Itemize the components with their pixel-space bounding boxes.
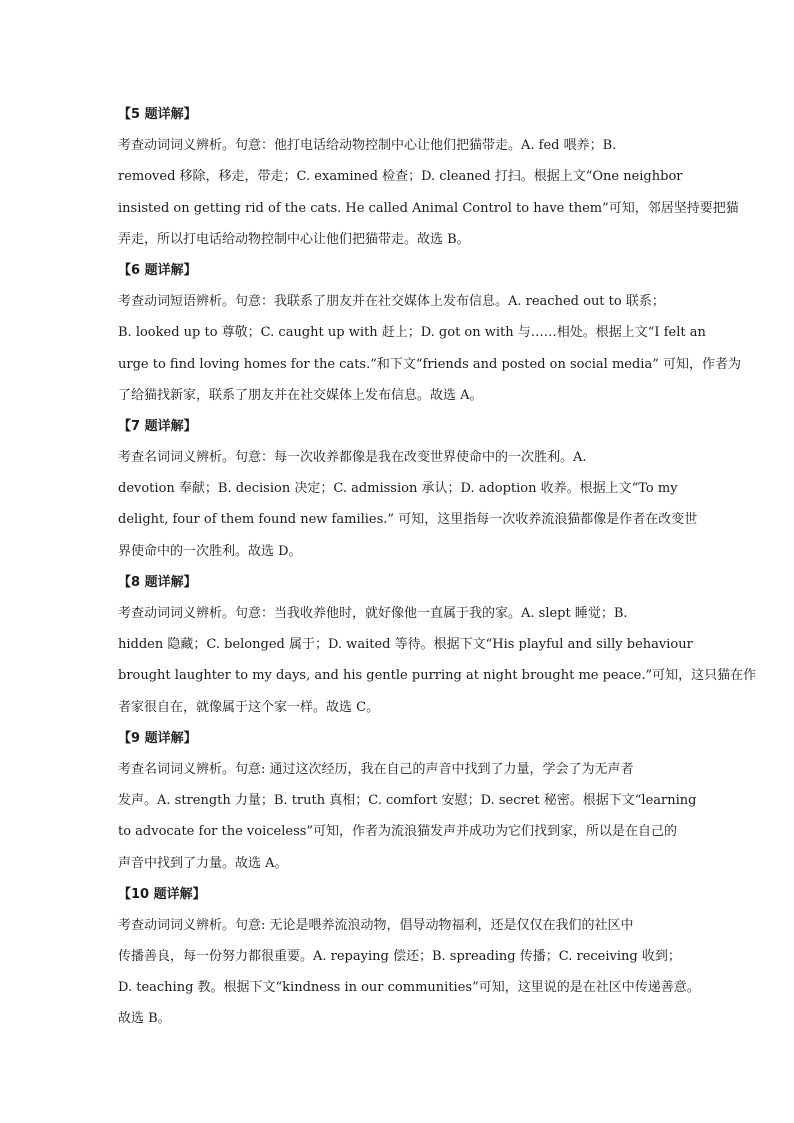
paragraph-line: 界使命中的一次胜利。故选 D。 bbox=[118, 543, 302, 559]
section-heading: 【5 题详解】 bbox=[118, 107, 197, 122]
paragraph-line: urge to find loving homes for the cats.”和下文“friends and posted on social media” 可知，作者为 bbox=[118, 356, 741, 372]
section-heading: 【7 题详解】 bbox=[118, 418, 197, 434]
section-q6 bbox=[118, 255, 741, 411]
paragraph-line: B. looked up to 尊敬；C. caught up with 赶上；D. got on with 与……相处。根据上文“I felt an bbox=[118, 325, 706, 341]
section-heading: 【10 题详解】 bbox=[118, 886, 206, 902]
paragraph-line: 考查动词词义辨析。句意：他打电话给动物控制中心让他们把猫带走。A. fed 喂养；B. bbox=[118, 138, 617, 154]
paragraph-line: 考查动词短语辨析。句意：我联系了朋友并在社交媒体上发布信息。A. reached out to 联系； bbox=[118, 294, 665, 310]
paragraph-line: 声音中找到了力量。故选 A。 bbox=[118, 855, 288, 871]
section-heading: 【8 题详解】 bbox=[118, 574, 197, 590]
section-heading: 【9 题详解】 bbox=[118, 730, 197, 746]
paragraph-line: devotion 奉献；B. decision 决定；C. admission 承认；D. adoption 收养。根据上文“To my bbox=[118, 481, 678, 497]
paragraph-line: 考查名词词义辨析。句意：每一次收养都像是我在改变世界使命中的一次胜利。A. bbox=[118, 450, 587, 466]
paragraph-line: 故选 B。 bbox=[118, 1011, 171, 1027]
paragraph-line: 考查动词词义辨析。句意: 无论是喂养流浪动物，倡导动物福利，还是仅仅在我们的社区中 bbox=[118, 917, 634, 933]
document-page bbox=[118, 99, 757, 1035]
paragraph-line: 发声。A. strength 力量；B. truth 真相；C. comfort 安慰；D. secret 秘密。根据下文“learning bbox=[118, 793, 697, 809]
section-q9 bbox=[118, 723, 697, 879]
paragraph-line: 传播善良，每一份努力都很重要。A. repaying 偿还；B. spreading 传播；C. receiving 收到； bbox=[118, 949, 681, 965]
paragraph-line: delight, four of them found new families.” 可知，这里指每一次收养流浪猫都像是作者在改变世 bbox=[118, 512, 698, 528]
paragraph-line: 了给猫找新家，联系了朋友并在社交媒体上发布信息。故选 A。 bbox=[118, 387, 483, 403]
paragraph-line: removed 移除，移走，带走；C. examined 检查；D. cleaned 打扫。根据上文“One neighbor bbox=[118, 169, 683, 185]
paragraph-line: to advocate for the voiceless”可知，作者为流浪猫发声并成功为它们找到家，所以是在自己的 bbox=[118, 824, 678, 840]
paragraph-line: hidden 隐藏；C. belonged 属于；D. waited 等待。根据下文“His playful and silly behaviour bbox=[118, 637, 693, 653]
paragraph-line: 考查名词词义辨析。句意: 通过这次经历，我在自己的声音中找到了力量，学会了为无声者 bbox=[118, 761, 634, 777]
paragraph-line: insisted on getting rid of the cats. He called Animal Control to have them”可知，邻居坚持要把猫 bbox=[118, 200, 739, 216]
section-q8 bbox=[118, 567, 757, 723]
paragraph-line: 者家很自在，就像属于这个家一样。故选 C。 bbox=[118, 699, 380, 715]
paragraph-line: 考查动词词义辨析。句意：当我收养他时，就好像他一直属于我的家。A. slept 睡觉；B. bbox=[118, 606, 628, 621]
paragraph-line: brought laughter to my days, and his gentle purring at night brought me peace.”可知，这只猫在作 bbox=[118, 668, 757, 684]
paragraph-line: 弄走，所以打电话给动物控制中心让他们把猫带走。故选 B。 bbox=[118, 231, 470, 247]
section-q5 bbox=[118, 99, 739, 255]
section-q10 bbox=[118, 879, 700, 1035]
paragraph-line: D. teaching 教。根据下文“kindness in our communities”可知，这里说的是在社区中传递善意。 bbox=[118, 980, 700, 996]
section-q7 bbox=[118, 411, 698, 567]
section-heading: 【6 题详解】 bbox=[118, 262, 197, 278]
